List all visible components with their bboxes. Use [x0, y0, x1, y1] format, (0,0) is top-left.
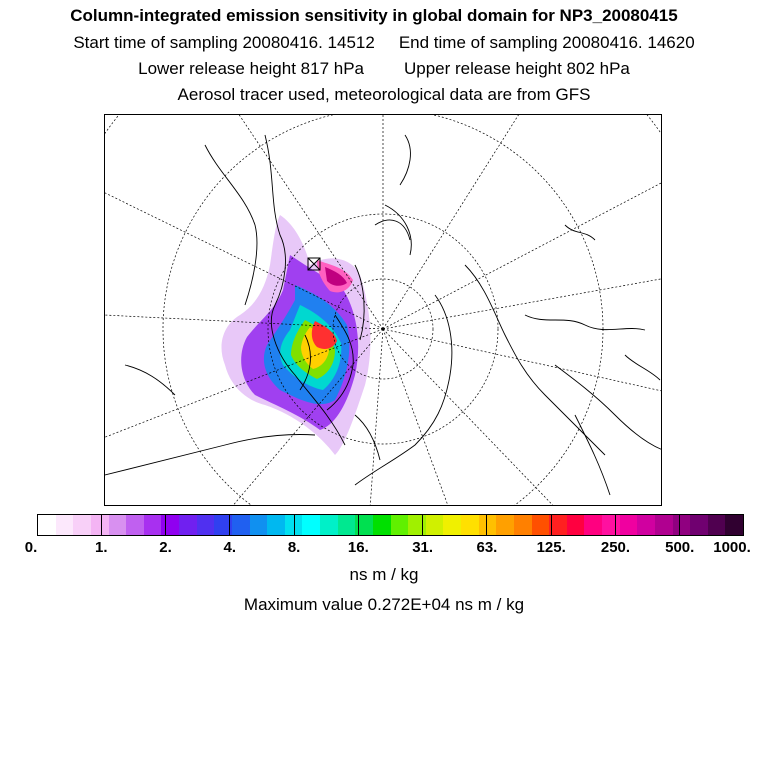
lower-release-label: Lower release height 817 hPa — [138, 59, 364, 78]
colorbar-tick — [679, 514, 680, 536]
colorbar-segment — [267, 515, 285, 535]
colorbar-segment — [496, 515, 514, 535]
latitude-circles — [105, 115, 662, 506]
colorbar-segment — [232, 515, 250, 535]
tracer-info-line: Aerosol tracer used, meteorological data are from GFS — [177, 85, 591, 104]
start-time-label: Start time of sampling 20080416. 14512 — [73, 33, 375, 52]
colorbar-tick — [229, 514, 230, 536]
colorbar-segment — [179, 515, 197, 535]
colorbar-tick — [101, 514, 102, 536]
colorbar-tick — [422, 514, 423, 536]
meridian-lines — [105, 115, 662, 506]
colorbar-tick — [294, 514, 295, 536]
colorbar-segment — [320, 515, 338, 535]
colorbar-segment — [514, 515, 532, 535]
colorbar-segment — [584, 515, 602, 535]
colorbar-segment — [73, 515, 91, 535]
colorbar-segment — [126, 515, 144, 535]
colorbar-tick-label: 16. — [347, 539, 369, 556]
colorbar-tick-label: 4. — [223, 539, 237, 556]
colorbar-tick — [358, 514, 359, 536]
release-height-line — [0, 59, 768, 79]
colorbar-segment — [602, 515, 620, 535]
colorbar-tick — [165, 514, 166, 536]
colorbar-segment — [197, 515, 215, 535]
colorbar-segment — [549, 515, 567, 535]
colorbar-segment — [144, 515, 162, 535]
units-label: ns m / kg — [349, 565, 419, 584]
colorbar — [37, 514, 744, 536]
sampling-time-line — [0, 33, 768, 53]
colorbar-segment — [391, 515, 409, 535]
colorbar-segment — [91, 515, 109, 535]
colorbar-segment — [302, 515, 320, 535]
colorbar-segment — [461, 515, 479, 535]
colorbar-segment — [373, 515, 391, 535]
colorbar-tick-label: 63. — [476, 539, 498, 556]
colorbar-segment — [567, 515, 585, 535]
colorbar-segment — [38, 515, 56, 535]
map-panel — [104, 114, 662, 506]
colorbar-tick — [551, 514, 552, 536]
colorbar-tick — [486, 514, 487, 536]
polar-map — [105, 115, 662, 506]
colorbar-tick — [615, 514, 616, 536]
colorbar-tick-label: 1000. — [713, 539, 751, 556]
colorbar-tick-label: 250. — [600, 539, 631, 556]
colorbar-segment — [532, 515, 550, 535]
upper-release-label: Upper release height 802 hPa — [404, 59, 630, 78]
coastlines — [105, 135, 662, 495]
maximum-value-label: Maximum value 0.272E+04 ns m / kg — [243, 595, 525, 614]
colorbar-segment — [690, 515, 708, 535]
end-time-label: End time of sampling 20080416. 14620 — [398, 33, 695, 52]
colorbar-segment — [109, 515, 127, 535]
colorbar-tick-label: 500. — [665, 539, 695, 556]
colorbar-segment — [479, 515, 497, 535]
colorbar-tick-label: 1. — [95, 539, 108, 556]
colorbar-segment — [725, 515, 743, 535]
colorbar-segment — [673, 515, 691, 535]
colorbar-segment — [443, 515, 461, 535]
colorbar-tick-label: 0. — [24, 539, 38, 556]
colorbar-tick-label: 2. — [159, 539, 172, 556]
colorbar-segment — [56, 515, 74, 535]
colorbar-segment — [338, 515, 356, 535]
colorbar-segment — [161, 515, 179, 535]
plot-title: Column-integrated emission sensitivity in global domain for NP3_20080415 — [70, 6, 678, 25]
colorbar-tick-label: 31. — [412, 539, 434, 556]
colorbar-tick-label: 8. — [287, 539, 301, 556]
sensitivity-plume — [221, 215, 370, 455]
colorbar-segment — [620, 515, 638, 535]
colorbar-segment — [250, 515, 268, 535]
colorbar-segment — [708, 515, 726, 535]
colorbar-tick-label: 125. — [536, 539, 566, 556]
colorbar-segment — [637, 515, 655, 535]
colorbar-segment — [426, 515, 444, 535]
colorbar-segment — [655, 515, 673, 535]
